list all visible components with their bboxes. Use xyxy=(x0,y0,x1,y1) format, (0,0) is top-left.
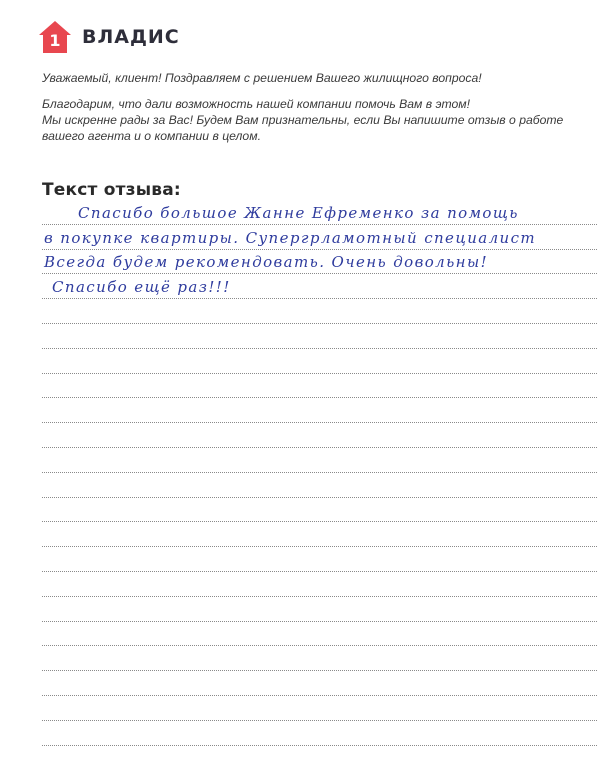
review-line xyxy=(42,423,597,448)
review-line xyxy=(42,250,597,275)
review-line xyxy=(42,671,597,696)
review-line xyxy=(42,225,597,250)
review-line xyxy=(42,547,597,572)
brand-name: ВЛАДИС xyxy=(82,26,180,48)
review-heading: Текст отзыва: xyxy=(42,180,181,200)
handwritten-text: Спасибо большое Жанне Ефременко за помощь xyxy=(78,203,519,222)
handwritten-text: Спасибо ещё раз!!! xyxy=(52,278,231,297)
logo-digit: 1 xyxy=(49,31,61,50)
review-line xyxy=(42,473,597,498)
review-line xyxy=(42,324,597,349)
review-line xyxy=(42,349,597,374)
review-line xyxy=(42,721,597,746)
review-line xyxy=(42,646,597,671)
handwritten-text: Всегда будем рекомендовать. Очень довольны! xyxy=(44,253,489,272)
intro-text xyxy=(42,70,582,144)
review-line xyxy=(42,522,597,547)
review-line xyxy=(42,200,597,225)
review-line xyxy=(42,398,597,423)
handwritten-text: в покупке квартиры. Супергрламотный специалист xyxy=(44,228,537,247)
greeting-text: Уважаемый, клиент! Поздравляем с решением Вашего жилищного вопроса! xyxy=(42,71,482,85)
review-line xyxy=(42,274,597,299)
house-icon xyxy=(38,20,72,54)
review-line xyxy=(42,597,597,622)
review-line xyxy=(42,374,597,399)
review-line xyxy=(42,622,597,647)
thanks-text: Благодарим, что дали возможность нашей компании помочь Вам в этом! xyxy=(42,97,471,111)
request-text: Мы искренне рады за Вас! Будем Вам признательны, если Вы напишите отзыв о работе xyxy=(42,113,564,127)
review-lines xyxy=(42,200,597,746)
brand-logo xyxy=(38,20,180,54)
review-line xyxy=(42,696,597,721)
review-line xyxy=(42,572,597,597)
review-line xyxy=(42,448,597,473)
review-line xyxy=(42,498,597,523)
review-line xyxy=(42,299,597,324)
request-text-cont: вашего агента и о компании в целом. xyxy=(42,129,261,143)
